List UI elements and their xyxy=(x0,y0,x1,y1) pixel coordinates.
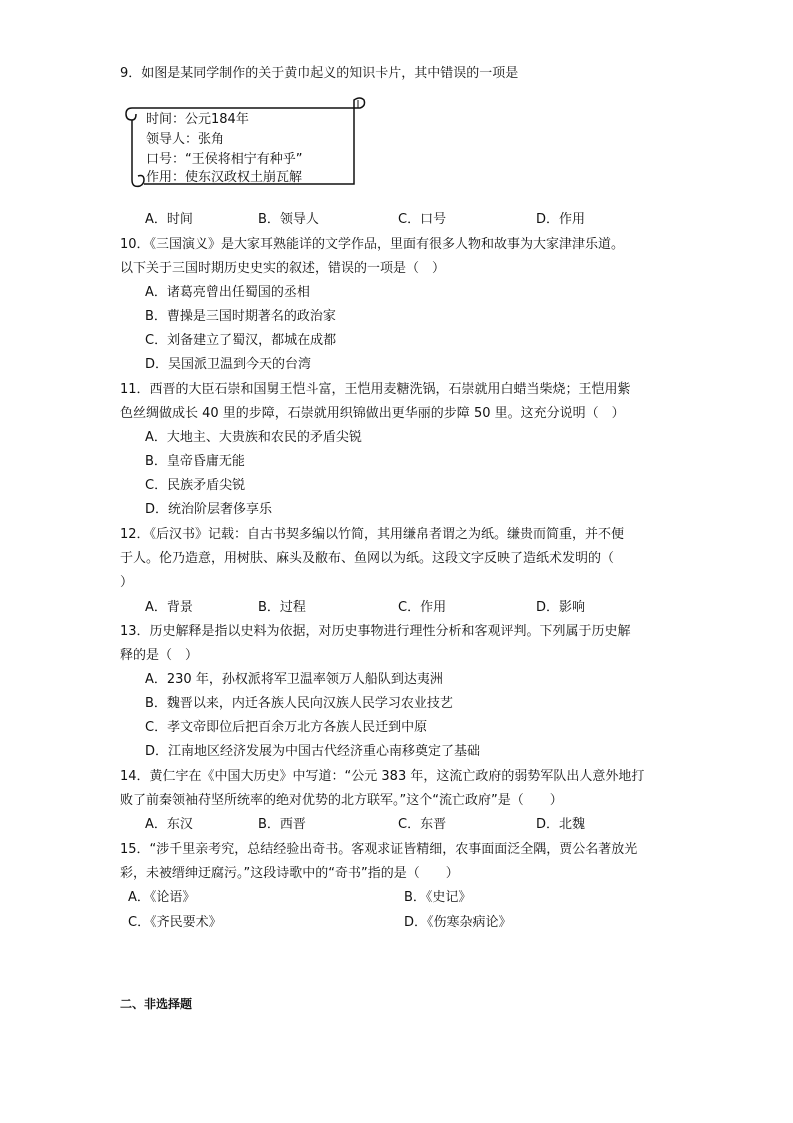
q15-option-b[interactable]: B．《史记》 xyxy=(404,890,472,905)
q15-stem-line1: 15．“涉千里亲考究，总结经验出奇书。客观求证皆精细，农事面面泛全隅，贾公名著放光 xyxy=(120,842,638,857)
q14-options xyxy=(0,815,793,835)
q11-stem-line2: 色丝绸做成长 40 里的步障，石崇就用织锦做出更华丽的步障 50 里。这充分说明（ ） xyxy=(120,406,625,421)
q10-stem-line1: 10．《三国演义》是大家耳熟能详的文学作品，里面有很多人物和故事为大家津津乐道。 xyxy=(120,237,625,252)
q13-option-c[interactable]: C．孝文帝即位后把百余万北方各族人民迁到中原 xyxy=(145,720,428,735)
q12-option-c[interactable]: C．作用 xyxy=(398,600,447,615)
q9-option-c[interactable]: C．口号 xyxy=(398,212,447,227)
q10-option-b[interactable]: B．曹操是三国时期著名的政治家 xyxy=(145,309,336,324)
q14-option-c[interactable]: C．东晋 xyxy=(398,817,447,832)
q13-option-b[interactable]: B．魏晋以来，内迁各族人民向汉族人民学习农业技艺 xyxy=(145,696,453,711)
q11-option-d[interactable]: D．统治阶层奢侈享乐 xyxy=(145,502,273,517)
q11-stem-line1: 11．西晋的大臣石崇和国舅王恺斗富，王恺用麦糖洗锅，石崇就用白蜡当柴烧；王恺用紫 xyxy=(120,382,631,397)
knowledge-card xyxy=(122,96,366,188)
q14-stem-line1: 14．黄仁宇在《中国大历史》中写道：“公元 383 年，这流亡政府的弱势军队出人意外地打 xyxy=(120,769,645,784)
q11-option-b[interactable]: B．皇帝昏庸无能 xyxy=(145,454,245,469)
q10-option-a[interactable]: A．诸葛亮曾出任蜀国的丞相 xyxy=(145,285,310,300)
q9-option-d[interactable]: D．作用 xyxy=(536,212,586,227)
q12-option-d[interactable]: D．影响 xyxy=(536,600,586,615)
q14-option-d[interactable]: D．北魏 xyxy=(536,817,586,832)
card-time: 时间：公元184年 xyxy=(146,112,249,127)
card-leader: 领导人：张角 xyxy=(146,132,225,147)
q15-option-a[interactable]: A．《论语》 xyxy=(128,890,196,905)
q9-option-a[interactable]: A．时间 xyxy=(145,212,193,227)
card-effect: 作用：使东汉政权土崩瓦解 xyxy=(146,170,303,185)
q9-options xyxy=(0,210,793,230)
q13-option-a[interactable]: A．230 年，孙权派将军卫温率领万人船队到达夷洲 xyxy=(145,672,443,687)
q12-stem-line1: 12．《后汉书》记载：自古书契多编以竹简，其用缣帛者谓之为纸。缣贵而简重，并不便 xyxy=(120,527,625,542)
q14-option-a[interactable]: A．东汉 xyxy=(145,817,193,832)
q14-option-b[interactable]: B．西晋 xyxy=(258,817,306,832)
q13-option-d[interactable]: D．江南地区经济发展为中国古代经济重心南移奠定了基础 xyxy=(145,744,481,759)
q12-options xyxy=(0,598,793,618)
q12-option-b[interactable]: B．过程 xyxy=(258,600,306,615)
q9-option-b[interactable]: B．领导人 xyxy=(258,212,319,227)
q11-option-a[interactable]: A．大地主、大贵族和农民的矛盾尖锐 xyxy=(145,430,362,445)
section-heading-non-choice: 二、非选择题 xyxy=(120,997,193,1011)
q15-options-row2 xyxy=(0,913,793,933)
q10-option-d[interactable]: D．吴国派卫温到今天的台湾 xyxy=(145,357,312,372)
q10-stem-line2: 以下关于三国时期历史史实的叙述，错误的一项是（ ） xyxy=(120,261,446,276)
q15-option-d[interactable]: D．《伤寒杂病论》 xyxy=(404,915,512,930)
q9-stem: 9．如图是某同学制作的关于黄巾起义的知识卡片，其中错误的一项是 xyxy=(120,66,519,81)
q15-stem-line2: 彩，未被缙绅迂腐污。”这段诗歌中的“奇书”指的是（ ） xyxy=(120,866,459,881)
q15-option-c[interactable]: C．《齐民要术》 xyxy=(128,915,222,930)
q11-option-c[interactable]: C．民族矛盾尖锐 xyxy=(145,478,246,493)
q10-option-c[interactable]: C．刘备建立了蜀汉，都城在成都 xyxy=(145,333,337,348)
q14-stem-line2: 败了前秦领袖苻坚所统率的绝对优势的北方联军。”这个“流亡政府”是（ ） xyxy=(120,793,563,808)
q12-stem-line2: 于人。伦乃造意，用树肤、麻头及敝布、鱼网以为纸。这段文字反映了造纸术发明的（ xyxy=(120,551,615,566)
card-slogan: 口号：“王侯将相宁有种乎” xyxy=(146,152,303,167)
q13-stem-line2: 释的是（ ） xyxy=(120,648,199,663)
q12-option-a[interactable]: A．背景 xyxy=(145,600,193,615)
q13-stem-line1: 13．历史解释是指以史料为依据，对历史事物进行理性分析和客观评判。下列属于历史解 xyxy=(120,624,631,639)
q15-options-row1 xyxy=(0,888,793,908)
q12-stem-line3: ） xyxy=(120,575,134,590)
